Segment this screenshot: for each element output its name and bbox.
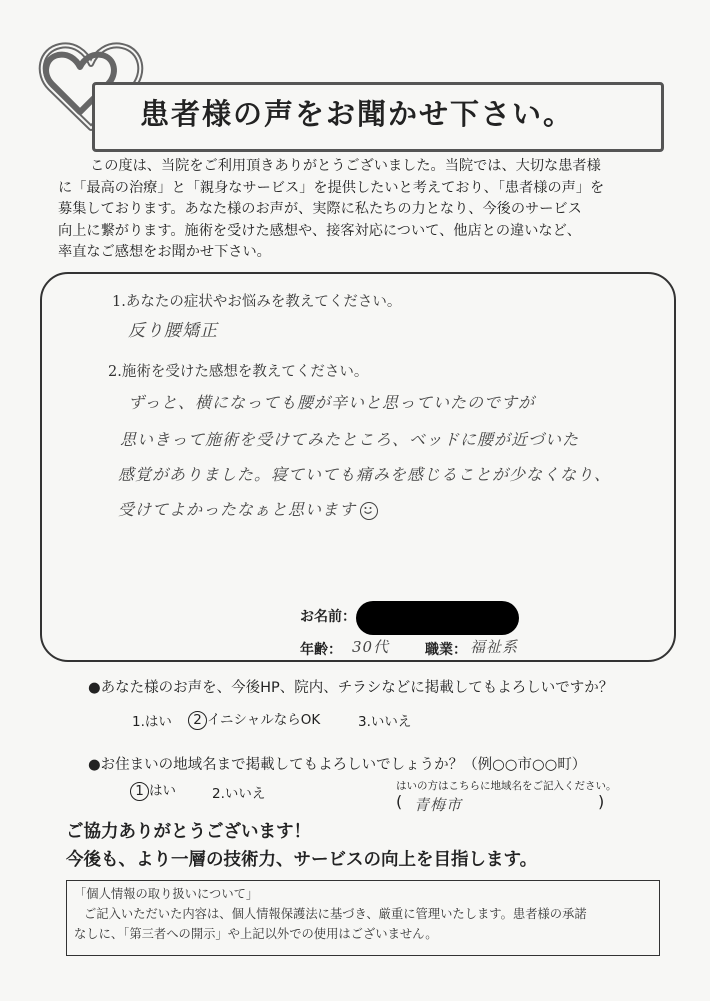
age-label: 年齢： [300,642,342,658]
smiley-icon [360,502,378,520]
privacy-line: なしに、「第三者への開示」や上記以外での使用はございません。 [74,927,438,941]
answer-2-line-last [118,497,378,520]
commitment-line: 今後も、より一層の技術力、サービスの向上を目指します。 [66,850,538,870]
intro-line: 向上に繋がります。施術を受けた感想や、接客対応について、他店との違いなど、 [58,222,581,239]
answer-2-line: 受けてよかったなぁと思います [118,500,357,519]
answer-2-line: 思いきって施術を受けてみたところ、ベッドに腰が近づいた [120,430,580,449]
permission-option-no[interactable]: 3.いいえ [358,714,412,730]
intro-line: 募集しております。あなた様のお声が、実際に私たちの力となり、今後のサービス [58,201,582,217]
permission-option-initials[interactable]: 2 イニシャルならOK [188,708,320,730]
page-title: 患者様の声をお聞かせ下さい。 [140,97,575,131]
answer-2-line: ずっと、横になっても腰が辛いと思っていたのですが [128,393,536,412]
thanks-line: ご協力ありがとうございます！ [66,822,311,842]
age-value: 30代 [352,638,390,656]
permission-question: ●あなた様のお声を、今後HP、院内、チラシなどに掲載してもよろしいですか？ [88,680,614,696]
name-label: お名前： [300,609,356,625]
privacy-line: ご記入いただいた内容は、個人情報保護法に基づき、厳重に管理いたします。患者様の承諾 [84,907,587,921]
selected-mark: 2 [188,711,207,730]
area-option-no[interactable]: 2.いいえ [212,786,266,802]
area-note: はいの方はこちらに地域名をご記入ください。 [396,780,617,792]
area-option-yes[interactable]: 1 はい [130,779,176,801]
permission-option-yes[interactable]: 1.はい [132,714,172,730]
answer-2-line: 感覚がありました。寝ていても痛みを感じることが少なくなり、 [118,465,612,484]
area-question: ●お住まいの地域名まで掲載してもよろしいでしょうか？（例○○市○○町） [88,757,587,773]
paren-open: ( [396,792,403,811]
redacted-name [356,601,519,635]
privacy-title: 「個人情報の取り扱いについて」 [74,887,259,901]
intro-line: 率直なご感想をお聞かせ下さい。 [58,244,271,260]
paren-close: ) [598,792,605,811]
intro-line: この度は、当院をご利用頂きありがとうございました。当院では、大切な患者様 [90,158,601,174]
job-value: 福祉系 [470,638,519,656]
area-value[interactable]: 青梅市 [414,796,463,814]
question-1: 1.あなたの症状やお悩みを教えてください。 [112,294,402,310]
intro-paragraph [58,156,658,264]
selected-mark: 1 [130,782,149,801]
intro-line: に「最高の治療」と「親身なサービス」を提供したいと考えており、「患者様の声」を [58,179,605,196]
job-label: 職業： [425,642,467,658]
question-2: 2.施術を受けた感想を教えてください。 [108,364,369,380]
answer-1: 反り腰矯正 [128,321,218,341]
